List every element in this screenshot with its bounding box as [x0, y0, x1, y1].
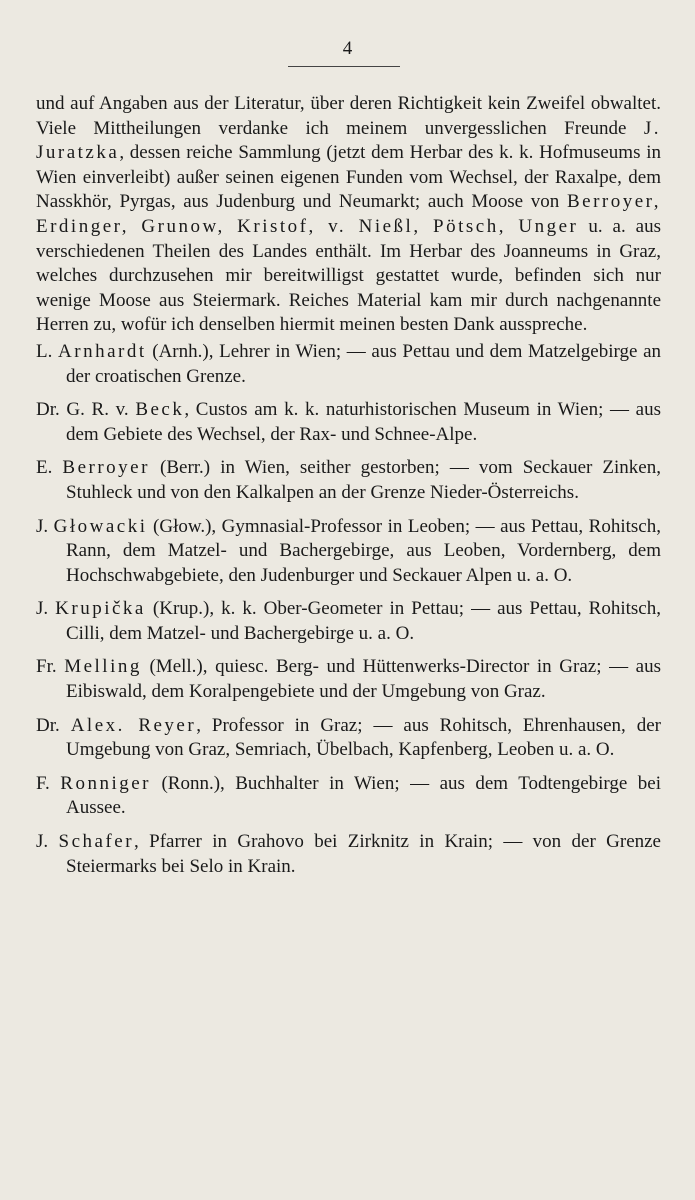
contributor-list [36, 340, 661, 879]
contributor-entry [36, 597, 661, 646]
contributor-text: (Mell.), quiesc. Berg- und Hüttenwerks-Director in Graz; — aus Eibiswald, dem Koralpengebiete und der Umgebung von Graz. [66, 656, 661, 703]
contributor-entry [36, 830, 661, 879]
contributor-name: Berroyer [62, 457, 150, 479]
contributor-entry [36, 456, 661, 505]
contributor-initial: Dr. G. R. v. [36, 399, 136, 421]
contributor-text: (Krup.), k. k. Ober-Geometer in Pettau; — aus Pettau, Rohitsch, Cilli, dem Matzel- und Bachergebirge u. a. O. [66, 598, 661, 644]
contributor-initial: J. [36, 598, 56, 620]
intro-text-3: u. a. aus verschiedenen Theilen des Landes enthält. Im Herbar des Joanneums in Graz, welches durchzusehen mir bereitwilligst gestattet wurde, befinden sich nur wenige Moose aus Steiermark. Reiches Material kam mir durch nachgenannte Herren zu, wofür ich denselben hiermit meinen besten Dank ausspreche. [36, 215, 661, 336]
contributor-text: (Berr.) in Wien, seither gestorben; — vom Seckauer Zinken, Stuhleck und von den Kalkalpen an der Grenze Nieder-Österreichs. [66, 457, 661, 503]
contributor-initial: F. [36, 772, 61, 794]
contributor-name: Schafer [58, 831, 135, 853]
contributor-initial: J. [36, 831, 59, 853]
contributor-name: Arnhardt [58, 340, 147, 362]
contributor-name: Krupička [55, 598, 146, 620]
page-number: 4 [342, 38, 353, 59]
contributor-name: Ronniger [60, 772, 151, 794]
contributor-initial: Fr. [36, 656, 65, 678]
collector-names: Berroyer, Erdinger, Grunow, Kristof, v. Nießl, Pötsch, Unger [36, 191, 661, 237]
intro-text-1: und auf Angaben aus der Literatur, über deren Richtigkeit kein Zweifel obwaltet. Viele Mittheilungen verdanke ich meinem unvergesslichen Freunde [36, 93, 661, 139]
contributor-initial: J. [36, 515, 54, 537]
header-rule [288, 66, 400, 67]
contributor-name: Głowacki [53, 515, 148, 537]
contributor-entry [36, 398, 661, 447]
contributor-entry [36, 515, 661, 589]
contributor-entry [36, 714, 661, 763]
body-text [36, 92, 661, 888]
juratzka-name: J. Juratzka [36, 117, 661, 164]
contributor-entry [36, 340, 661, 389]
contributor-entry [36, 772, 661, 821]
contributor-name: Beck [135, 399, 185, 421]
contributor-name: Alex. Reyer [70, 714, 197, 736]
contributor-text: , Pfarrer in Grahovo bei Zirknitz in Krain; — von der Grenze Steiermarks bei Selo in Krain. [66, 831, 661, 877]
intro-text-2: , dessen reiche Sammlung (jetzt dem Herbar des k. k. Hofmuseums in Wien einverleibt) außer seinen eigenen Funden vom Wechsel, der Raxalpe, dem Nasskhör, Pyrgas, aus Judenburg und Neumarkt; auch Moose von [36, 142, 661, 213]
contributor-text: , Professor in Graz; — aus Rohitsch, Ehrenhausen, der Umgebung von Graz, Semriach, Übelbach, Kapfenberg, Leoben u. a. O. [66, 714, 662, 761]
contributor-initial: Dr. [36, 714, 71, 736]
contributor-text: (Arnh.), Lehrer in Wien; — aus Pettau und dem Matzelgebirge an der croatischen Grenze. [66, 340, 661, 387]
contributor-initial: L. [36, 340, 59, 362]
intro-paragraph [36, 92, 661, 338]
contributor-name: Melling [64, 656, 142, 678]
contributor-text: , Custos am k. k. naturhistorischen Museum in Wien; — aus dem Gebiete des Wechsel, der Rax- und Schnee-Alpe. [66, 399, 661, 445]
contributor-initial: E. [36, 457, 63, 479]
contributor-text: (Głow.), Gymnasial-Professor in Leoben; — aus Pettau, Rohitsch, Rann, dem Matzel- und Bachergebirge, aus Leoben, Vordernberg, dem Hochschwabgebiete, den Judenburger und Seckauer Alpen u. a. O. [66, 515, 661, 586]
contributor-entry [36, 655, 661, 704]
contributor-text: (Ronn.), Buchhalter in Wien; — aus dem Todtengebirge bei Aussee. [66, 772, 661, 819]
